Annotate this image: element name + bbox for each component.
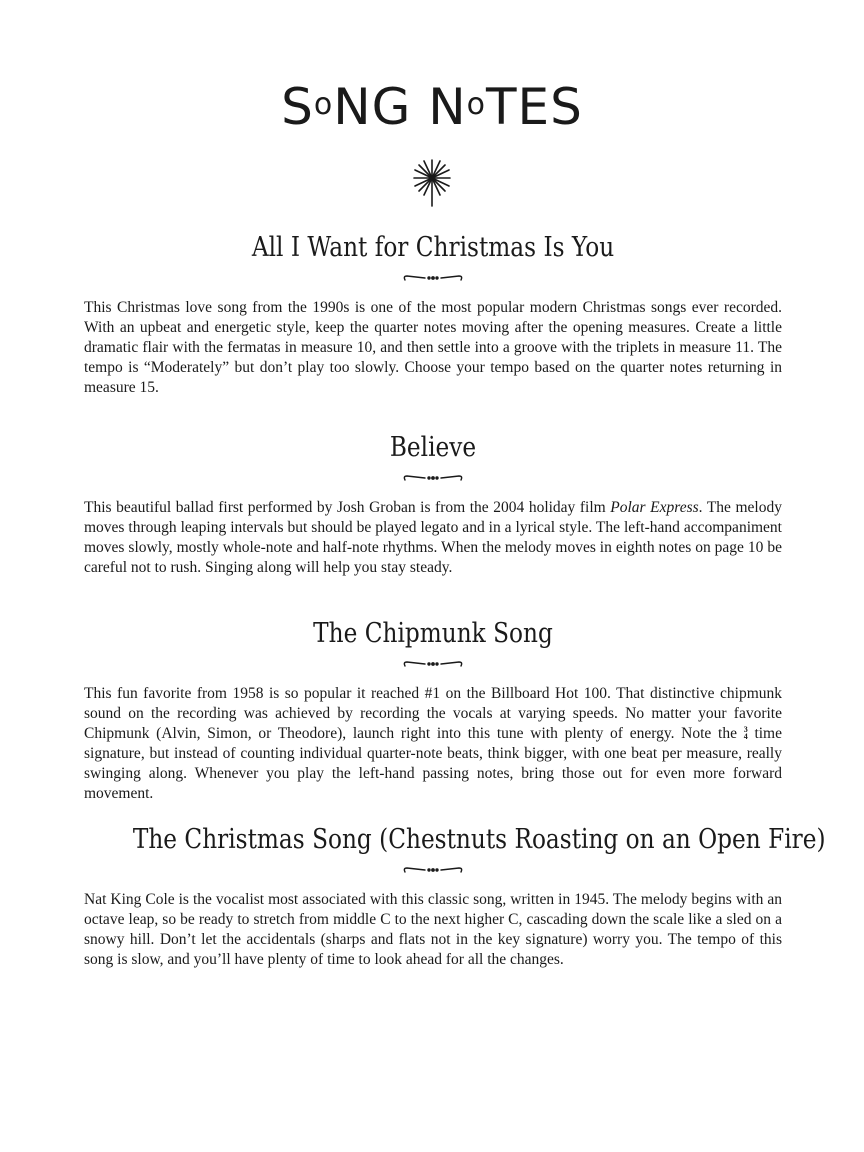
description-text: . The melody moves through leaping intervals but should be played legato and in a lyrical style. The left-hand accompaniment moves slowly, mostly whole-note and half-note rhythms. When the melody moves in eighth notes on page 10 be careful not to rush. Singing along will help you stay steady. — [84, 499, 782, 576]
scroll-divider-icon — [401, 658, 465, 670]
song-description — [84, 684, 782, 804]
description-text: This beautiful ballad first performed by Josh Groban is from the 2004 holiday film — [84, 499, 611, 516]
song-title: Believe — [389, 432, 477, 463]
scroll-divider-icon — [401, 272, 465, 284]
page-title — [0, 70, 864, 142]
title-fragment: o — [313, 87, 334, 122]
time-signature-bottom: 4 — [743, 732, 748, 741]
title-fragment: o — [466, 87, 487, 122]
song-title: The Christmas Song (Chestnuts Roasting on an Open Fire) — [132, 824, 826, 855]
scroll-divider-icon — [401, 864, 465, 876]
time-signature-top: 3 — [743, 725, 748, 734]
song-section-all-i-want — [84, 228, 782, 398]
song-section-chipmunk — [84, 614, 782, 804]
scroll-divider-icon — [401, 472, 465, 484]
song-section-believe — [84, 428, 782, 578]
title-fragment: TES — [486, 78, 583, 136]
song-description: Nat King Cole is the vocalist most associated with this classic song, written in 1945. The melody begins with an octave leap, so be ready to stretch from middle C to the next higher C, cascading down the scale like a sled on a snowy hill. Don’t let the accidentals (sharps and flats not in the key signature) worry you. The tempo of this song is slow, and you’ll have plenty of time to look ahead for all the changes. — [84, 891, 782, 968]
title-fragment: S — [281, 78, 314, 136]
title-fragment: NG N — [333, 78, 467, 136]
description-text: This fun favorite from 1958 is so popular it reached #1 on the Billboard Hot 100. That distinctive chipmunk sound on the recording was achieved by recording the vocals at varying speeds. No matter your favorite Chipmunk (Alvin, Simon, or Theodore), launch right into this tune with plenty of energy. Note the — [84, 685, 782, 742]
song-description: This Christmas love song from the 1990s is one of the most popular modern Christmas songs ever recorded. With an upbeat and energetic style, keep the quarter notes moving after the opening measures. Create a little dramatic flair with the fermatas in measure 10, and then settle into a groove with the triplets in measure 11. The tempo is “Moderately” but don’t play too slowly. Choose your tempo based on the quarter notes returning in measure 15. — [84, 299, 782, 396]
film-title: Polar Express — [610, 499, 699, 516]
song-title: All I Want for Christmas Is You — [251, 232, 615, 263]
song-title: The Chipmunk Song — [313, 618, 553, 649]
song-section-christmas-song — [84, 820, 826, 970]
snowflake-star-icon — [412, 158, 452, 208]
song-description — [84, 498, 782, 578]
description-text: time signature, but instead of counting individual quarter-note beats, think bigger, with one beat per measure, really swinging along. Whenever you play the left-hand passing notes, bring those out for even more forward movement. — [84, 725, 782, 802]
